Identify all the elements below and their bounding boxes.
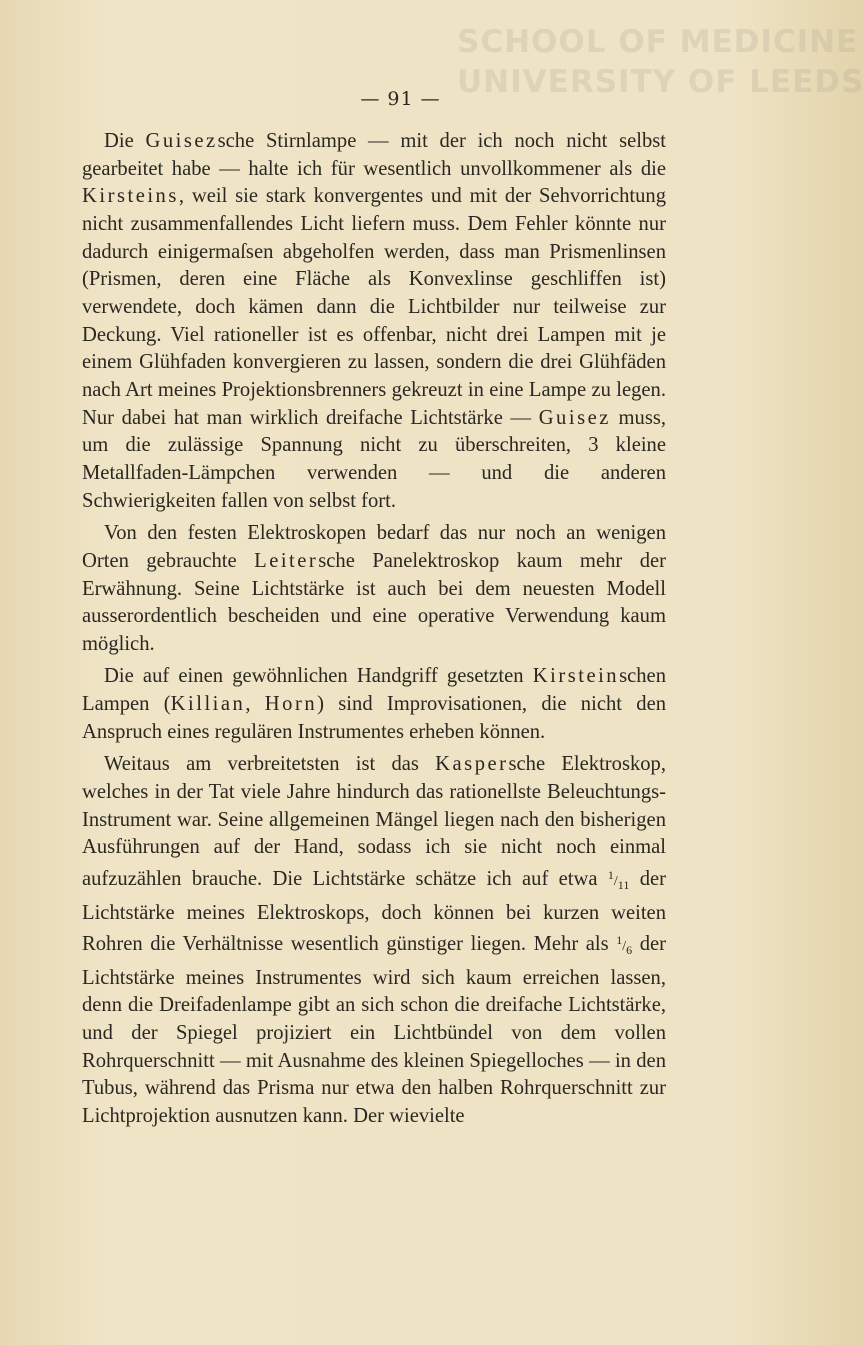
- spaced-name: Guisez: [145, 130, 218, 152]
- text-run: Weitaus am verbreitetsten ist das: [104, 753, 436, 776]
- fraction-numerator: 1: [607, 868, 614, 883]
- text-run: sche Elektroskop, welches in der Tat viele Jahre hindurch das rationellste Beleuchtungs-Instrument war. Seine allgemeinen Mängel liegen nach den bisherigen Ausführungen auf der Hand, sodass ich sie nicht noch einmal aufzuzählen brauche. Die Lichtstärke schätze ich auf etwa: [82, 753, 666, 891]
- spaced-name: Kasper: [435, 753, 509, 776]
- fraction-numerator: 1: [616, 933, 623, 948]
- spaced-name: Horn: [264, 693, 318, 716]
- spaced-name: Killian: [170, 693, 246, 716]
- paragraph: [82, 751, 666, 1130]
- text-run: sche Panelektroskop kaum mehr der Erwähnung. Seine Lichtstärke ist auch bei dem neuesten Modell ausserordentlich bescheiden und eine operative Verwendung kaum möglich.: [82, 549, 666, 655]
- text-run: ,: [245, 693, 265, 716]
- stamp-line-2: UNIVERSITY OF LEEDS: [457, 64, 864, 100]
- text-run: Die auf einen gewöhnlichen Handgriff gesetzten: [104, 665, 533, 688]
- spaced-name: Leiter: [254, 549, 319, 572]
- text-run: muss, um die zulässige Spannung nicht zu überschreiten, 3 kleine Metallfaden-Lämpchen verwenden — und die anderen Schwierigkeiten fallen von selbst fort.: [82, 406, 666, 512]
- text-run: der Lichtstärke meines Elektroskops, doch können bei kurzen weiten Rohren die Verhältnisse wesentlich günstiger liegen. Mehr als: [82, 868, 666, 956]
- text-run: sche Stirnlampe — mit der ich noch nicht selbst gearbeitet habe — halte ich für wesentlich unvollkommener als die: [82, 130, 667, 180]
- text-run: schen Lampen (: [82, 665, 666, 716]
- stamp-line-1: SCHOOL OF MEDICINE: [457, 24, 859, 60]
- paragraph: [82, 663, 666, 746]
- spaced-name: Guisez: [538, 406, 611, 429]
- spaced-name: Kirsteins: [82, 185, 179, 208]
- text-run: der Lichtstärke meines Instrumentes wird sich kaum erreichen lassen, denn die Dreifadenlampe gibt an sich schon die dreifache Lichtstärke, und der Spiegel projiziert ein Lichtbündel von dem vollen Rohrquerschnitt — mit Ausnahme des kleinen Spiegelloches — in den Tubus, während das Prisma nur etwa den halben Rohrquerschnitt zur Lichtprojektion ausnutzen kann. Der wievielte: [82, 933, 666, 1127]
- paragraph: [82, 520, 666, 658]
- fraction-denominator: 11: [617, 877, 630, 892]
- text-run: Die: [104, 130, 146, 152]
- text-run: ) sind Improvisationen, die nicht den Anspruch eines regulären Instrumentes erheben können.: [82, 693, 667, 743]
- text-run: , weil sie stark konvergentes und mit der Sehvorrichtung nicht zusammenfallendes Licht liefern muss. Dem Fehler könnte nur dadurch einigermaſsen abgeholfen werden, dass man Prismenlinsen (Prismen, deren eine Fläche als Konvexlinse geschliffen ist) verwendete, doch kämen dann die Lichtbilder nur teilweise zur Deckung. Viel rationeller ist es offenbar, nicht drei Lampen mit je einem Glühfaden konvergieren zu lassen, sondern die drei Glühfäden nach Art meines Projektionsbrenners gekreuzt in eine Lampe zu legen. Nur dabei hat man wirklich dreifache Lichtstärke —: [82, 185, 666, 429]
- fraction: $^1/_{11}$: [607, 868, 630, 892]
- text-run: Von den festen Elektroskopen bedarf das nur noch an wenigen Orten gebrauchte: [82, 522, 666, 572]
- fraction-denominator: 6: [626, 942, 633, 957]
- spaced-name: Kirstein: [532, 665, 620, 688]
- paragraph: [82, 128, 666, 515]
- page-number: — 91 —: [360, 88, 441, 110]
- body-text: [82, 128, 666, 1131]
- fraction: $^1/_6$: [616, 933, 633, 957]
